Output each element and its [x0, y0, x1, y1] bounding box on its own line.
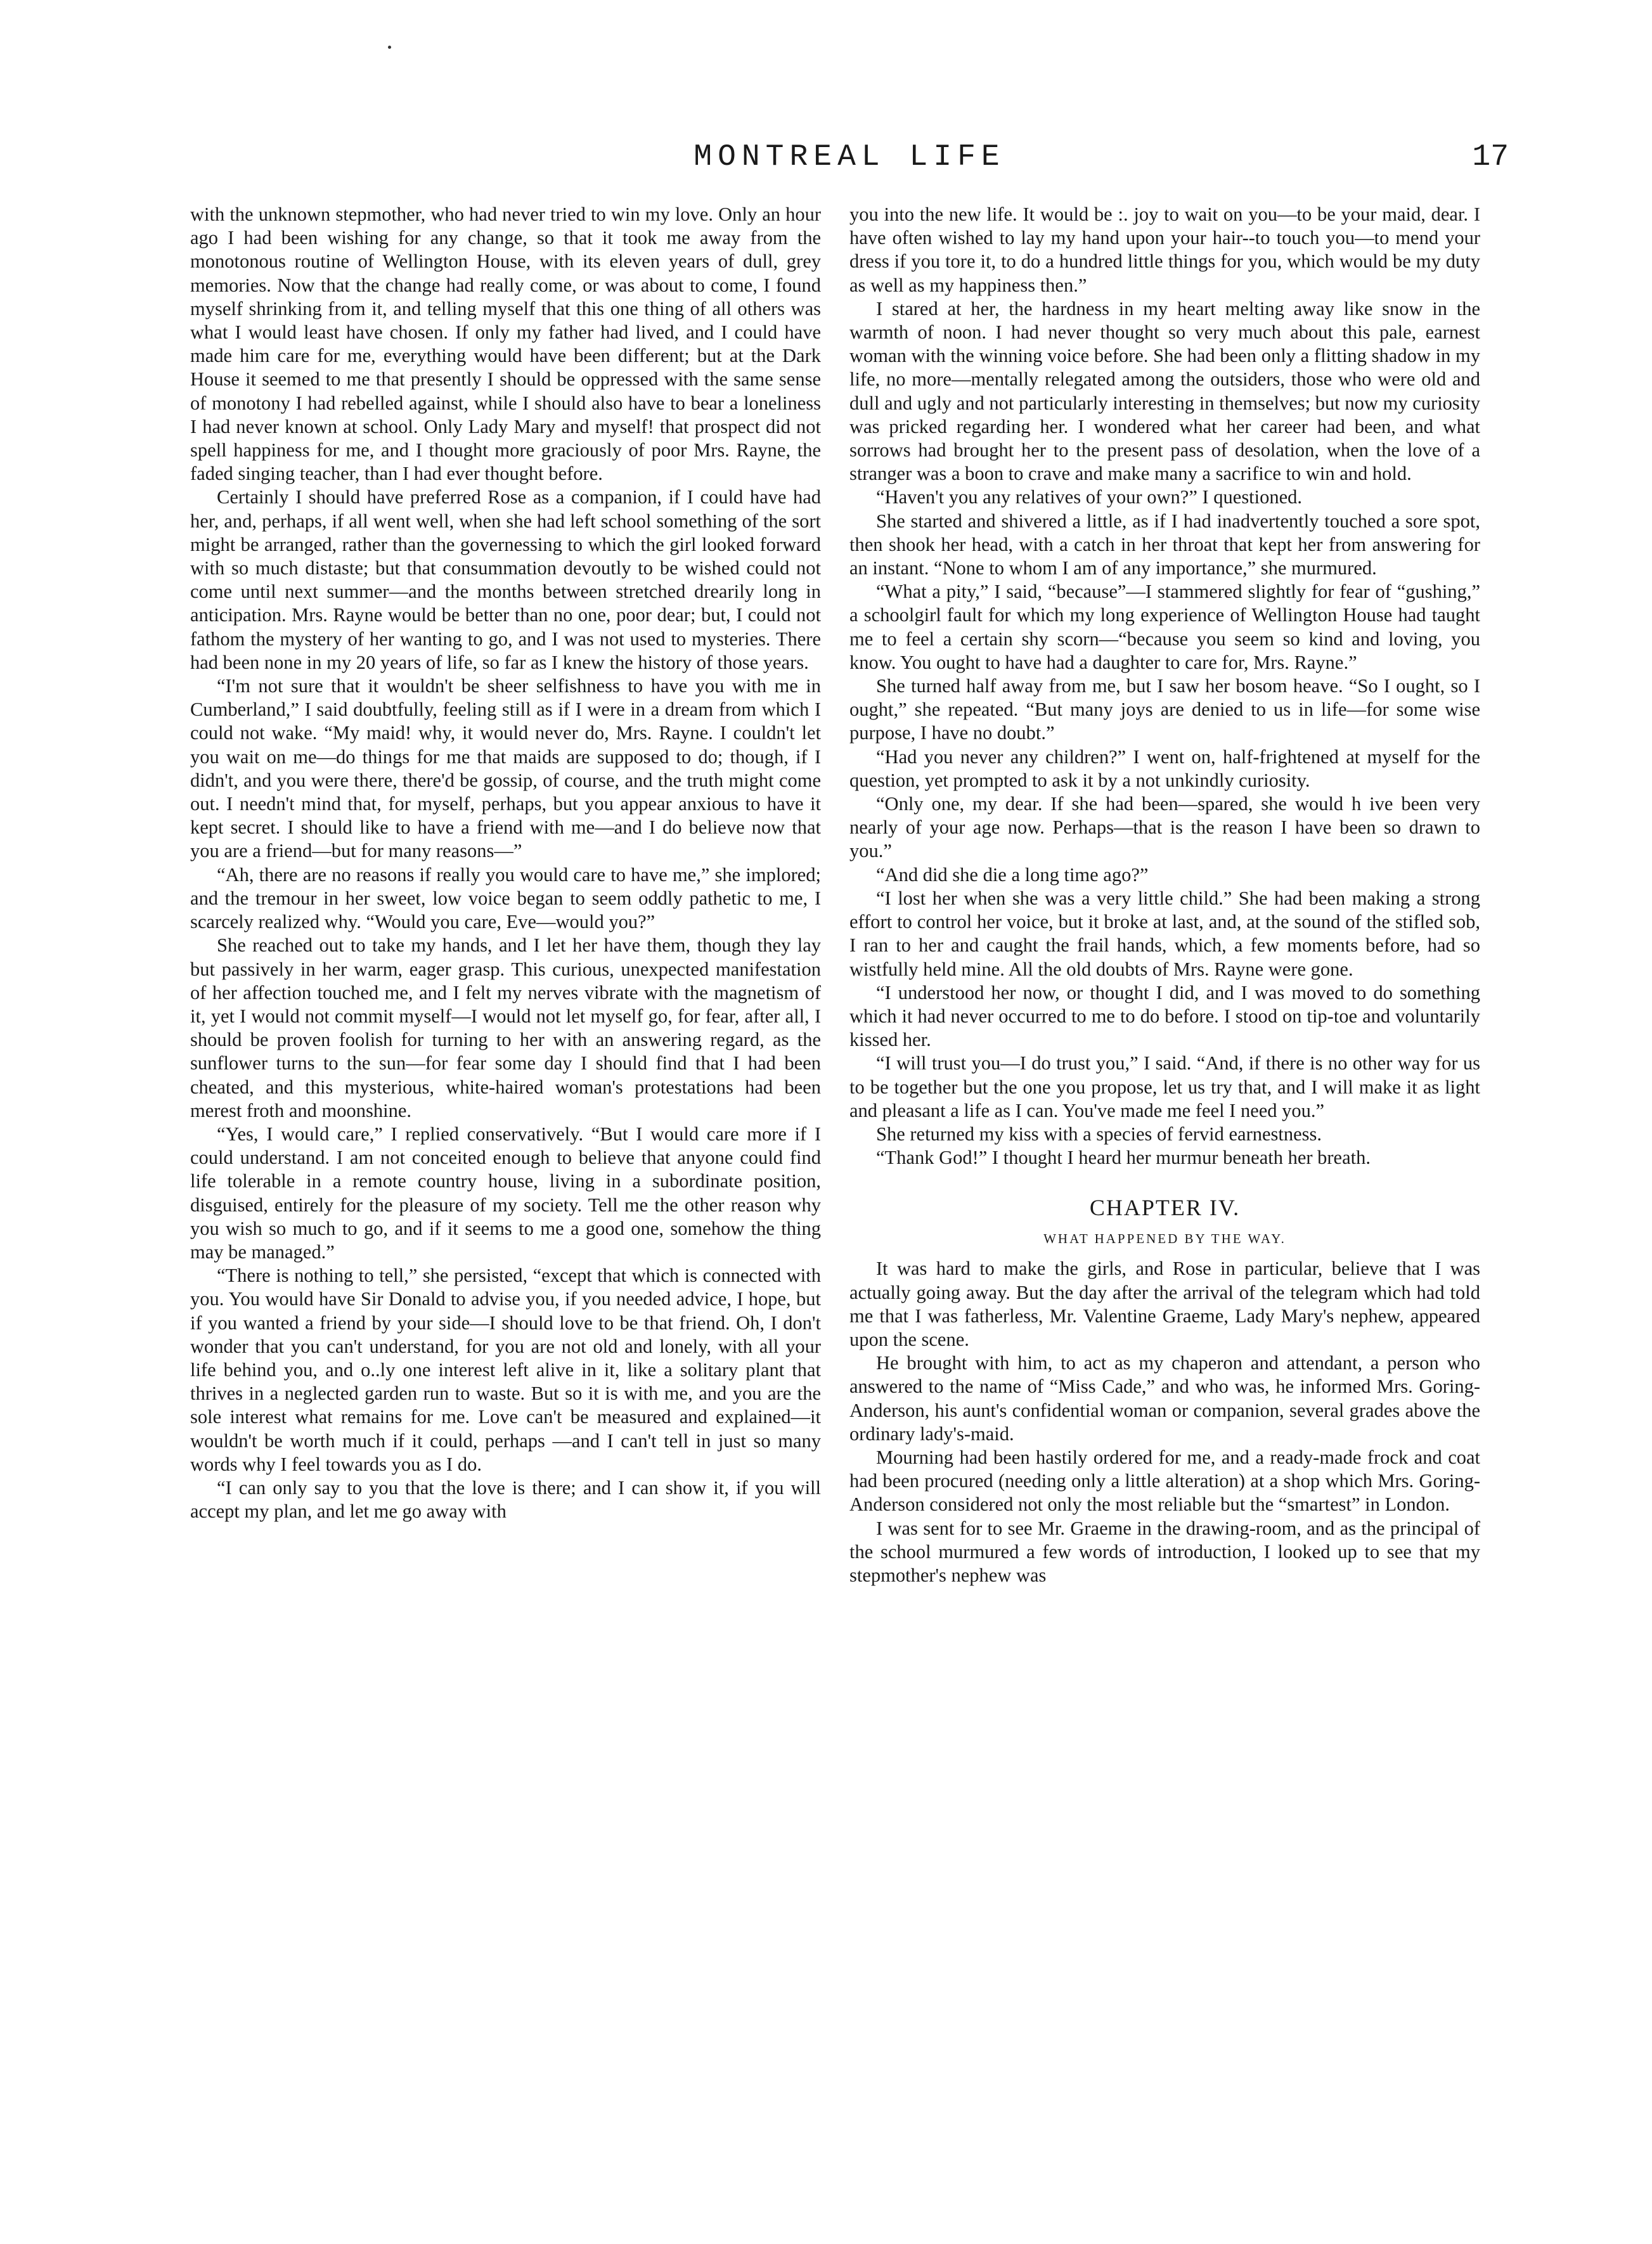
page-header	[190, 138, 1509, 189]
paragraph: “Only one, my dear. If she had been—spared, she would h ive been very nearly of your age now. Perhaps—that is the reason I have been so drawn to you.”	[849, 793, 1480, 862]
paragraph: “I understood her now, or thought I did, and I was moved to do something which it had never occurred to me to do before. I stood on tip-toe and voluntarily kissed her.	[849, 981, 1480, 1051]
paragraph: “Thank God!” I thought I heard her murmur beneath her breath.	[876, 1147, 1371, 1169]
right-column	[849, 203, 1480, 2187]
chapter-subtitle: WHAT HAPPENED BY THE WAY.	[1043, 1231, 1286, 1247]
paragraph: She reached out to take my hands, and I let her have them, though they lay but passively in her warm, eager grasp. This curious, unexpected manifestation of her affection touched me, and I felt my nerves vibrate with the magnetism of it, yet I would not commit myself—I would not let myself go, for fear, after all, I should be proven foolish for turning to her with an answering regard, as the sunflower turns to the sun—for fear some day I should find that I had been cheated, and this mysterious, white-haired woman's protestations had been merest froth and moonshine.	[190, 934, 821, 1121]
paragraph: “Haven't you any relatives of your own?” I questioned.	[876, 486, 1303, 508]
paragraph: “Ah, there are no reasons if really you would care to have me,” she implored; and the tremour in her sweet, low voice began to seem oddly pathetic to me, I scarcely realized why. “Would you care, Eve—would you?”	[190, 863, 821, 933]
paragraph: “Yes, I would care,” I replied conservatively. “But I would care more if I could understand. I am not conceited enough to believe that anyone could find life tolerable in a remote country house, living in a subordinate position, disguised, entirely for the pleasure of my society. Tell me the other reason why you wish so much to go, and if it seems to me a good one, somehow the thing may be managed.”	[190, 1123, 821, 1263]
paragraph: It was hard to make the girls, and Rose in particular, believe that I was actually going away. But the day after the arrival of the telegram which had told me that I was fatherless, Mr. Valentine Graeme, Lady Mary's nephew, appeared upon the scene.	[849, 1258, 1480, 1350]
chapter-title: CHAPTER IV.	[1089, 1195, 1241, 1221]
paragraph: Mourning had been hastily ordered for me, and a ready-made frock and coat had been procured (needing only a little alteration) at a shop which Mrs. Goring-Anderson considered not only the most reliable but the “smartest” in London.	[849, 1446, 1480, 1516]
paragraph: “What a pity,” I said, “because”—I stammered slightly for fear of “gushing,” a schoolgirl fault for which my long experience of Wellington House had taught me to feel a certain shy scorn—“because you seem so kind and loving, you know. You ought to have had a daughter to care for, Mrs. Rayne.”	[849, 581, 1480, 673]
paragraph: with the unknown stepmother, who had never tried to win my love. Only an hour ago I had been wishing for any change, so that it took me away from the monotonous routine of Wellington House, with its eleven years of dull, grey memories. Now that the change had really come, or was about to come, I found myself shrinking from it, and telling myself that this one thing of all others was what I would least have chosen. If only my father had lived, and I could have made him care for me, everything would have been different; but at the Dark House it seemed to me that presently I should be oppressed with the same sense of monotony I had rebelled against, while I should also have to bear a loneliness I had never known at school. Only Lady Mary and myself! that prospect did not spell happiness for me, and I thought more graciously of poor Mrs. Rayne, the faded singing teacher, than I had ever thought before.	[190, 203, 821, 485]
paragraph: She returned my kiss with a species of fervid earnestness.	[876, 1123, 1322, 1145]
running-title: MONTREAL LIFE	[694, 140, 1005, 174]
paragraph: He brought with him, to act as my chaperon and attendant, a person who answered to the name of “Miss Cade,” and who was, he informed Mrs. Goring-Anderson, his aunt's confidential woman or companion, several grades above the ordinary lady's-maid.	[849, 1352, 1480, 1445]
paragraph: I stared at her, the hardness in my heart melting away like snow in the warmth of noon. I had never thought so very much about this pale, earnest woman with the winning voice before. She had been only a flitting shadow in my life, no more—mentally relegated among the outsiders, those who were old and dull and ugly and not particularly interesting in themselves; but now my curiosity was pricked regarding her. I wondered what her career had been, and what sorrows had brought her to the present pass of desolation, when the love of a stranger was a boon to crave and make many a sacrifice to win and hold.	[849, 297, 1480, 485]
print-speck	[388, 46, 391, 49]
left-column	[190, 203, 821, 2187]
paragraph: She turned half away from me, but I saw her bosom heave. “So I ought, so I ought,” she repeated. “But many joys are denied to us in life—for some wise purpose, I have no doubt.”	[849, 675, 1480, 744]
paragraph: “I'm not sure that it wouldn't be sheer selfishness to have you with me in Cumberland,” I said doubtfully, feeling still as if I were in a dream from which I could not wake. “My maid! why, it would never do, Mrs. Rayne. I couldn't let you wait on me—do things for me that maids are supposed to do; though, if I didn't, and you were there, there'd be gossip, of course, and the truth might come out. I needn't mind that, for myself, perhaps, but you appear anxious to have it kept secret. I should like to have a friend with me—and I do believe now that you are a friend—but for many reasons—”	[190, 675, 821, 862]
paragraph: you into the new life. It would be :. joy to wait on you—to be your maid, dear. I have often wished to lay my hand upon your hair--to touch you—to mend your dress if you tore it, to do a hundred little things for you, which would be my duty as well as my happiness then.”	[849, 203, 1480, 296]
page-number: 17	[1472, 140, 1509, 174]
paragraph: “Had you never any children?” I went on, half-frightened at myself for the question, yet prompted to ask it by a not unkindly curiosity.	[849, 745, 1480, 791]
paragraph: She started and shivered a little, as if I had inadvertently touched a sore spot, then shook her head, with a catch in her throat that kept her from answering for an instant. “None to whom I am of any importance,” she murmured.	[849, 510, 1480, 579]
paragraph: “I will trust you—I do trust you,” I said. “And, if there is no other way for us to be together but the one you propose, let us try that, and I will make it as light and pleasant a life as I can. You've made me feel I need you.”	[849, 1052, 1480, 1121]
paragraph: “I can only say to you that the love is there; and I can show it, if you will accept my plan, and let me go away with	[190, 1476, 821, 1523]
paragraph: “There is nothing to tell,” she persisted, “except that which is connected with you. You would have Sir Donald to advise you, if you needed advice, I hope, but if you wanted a friend by your side—I should love to be that friend. Oh, I don't wonder that you can't understand, for you are not old and lonely, with all your life behind you, and o..ly one interest left alive in it, like a solitary plant that thrives in a neglected garden run to waste. But so it is with me, and you are the sole interest what remains for me. Love can't be measured and explained—it wouldn't be worth much if it could, perhaps —and I can't tell in just so many words why I feel towards you as I do.	[190, 1265, 821, 1475]
paragraph: “I lost her when she was a very little child.” She had been making a strong effort to control her voice, but it broke at last, and, at the sound of the stifled sob, I ran to her and caught the frail hands, which, a few moments before, had so wistfully held mine. All the old doubts of Mrs. Rayne were gone.	[849, 887, 1480, 980]
paragraph: “And did she die a long time ago?”	[876, 863, 1149, 886]
paragraph: I was sent for to see Mr. Graeme in the drawing-room, and as the principal of the school murmured a few words of introduction, I looked up to see that my stepmother's nephew was	[849, 1517, 1480, 1586]
paragraph: Certainly I should have preferred Rose as a companion, if I could have had her, and, perhaps, if all went well, when she had left school something of the sort might be arranged, rather than the governessing to which the girl looked forward with so much distaste; but that consummation devoutly to be wished could not come until next summer—and the months between stretched drearily long in anticipation. Mrs. Rayne would be better than no one, poor dear; but, I could not fathom the mystery of her wanting to go, and I was not used to mysteries. There had been none in my 20 years of life, so far as I knew the history of those years.	[190, 486, 821, 673]
